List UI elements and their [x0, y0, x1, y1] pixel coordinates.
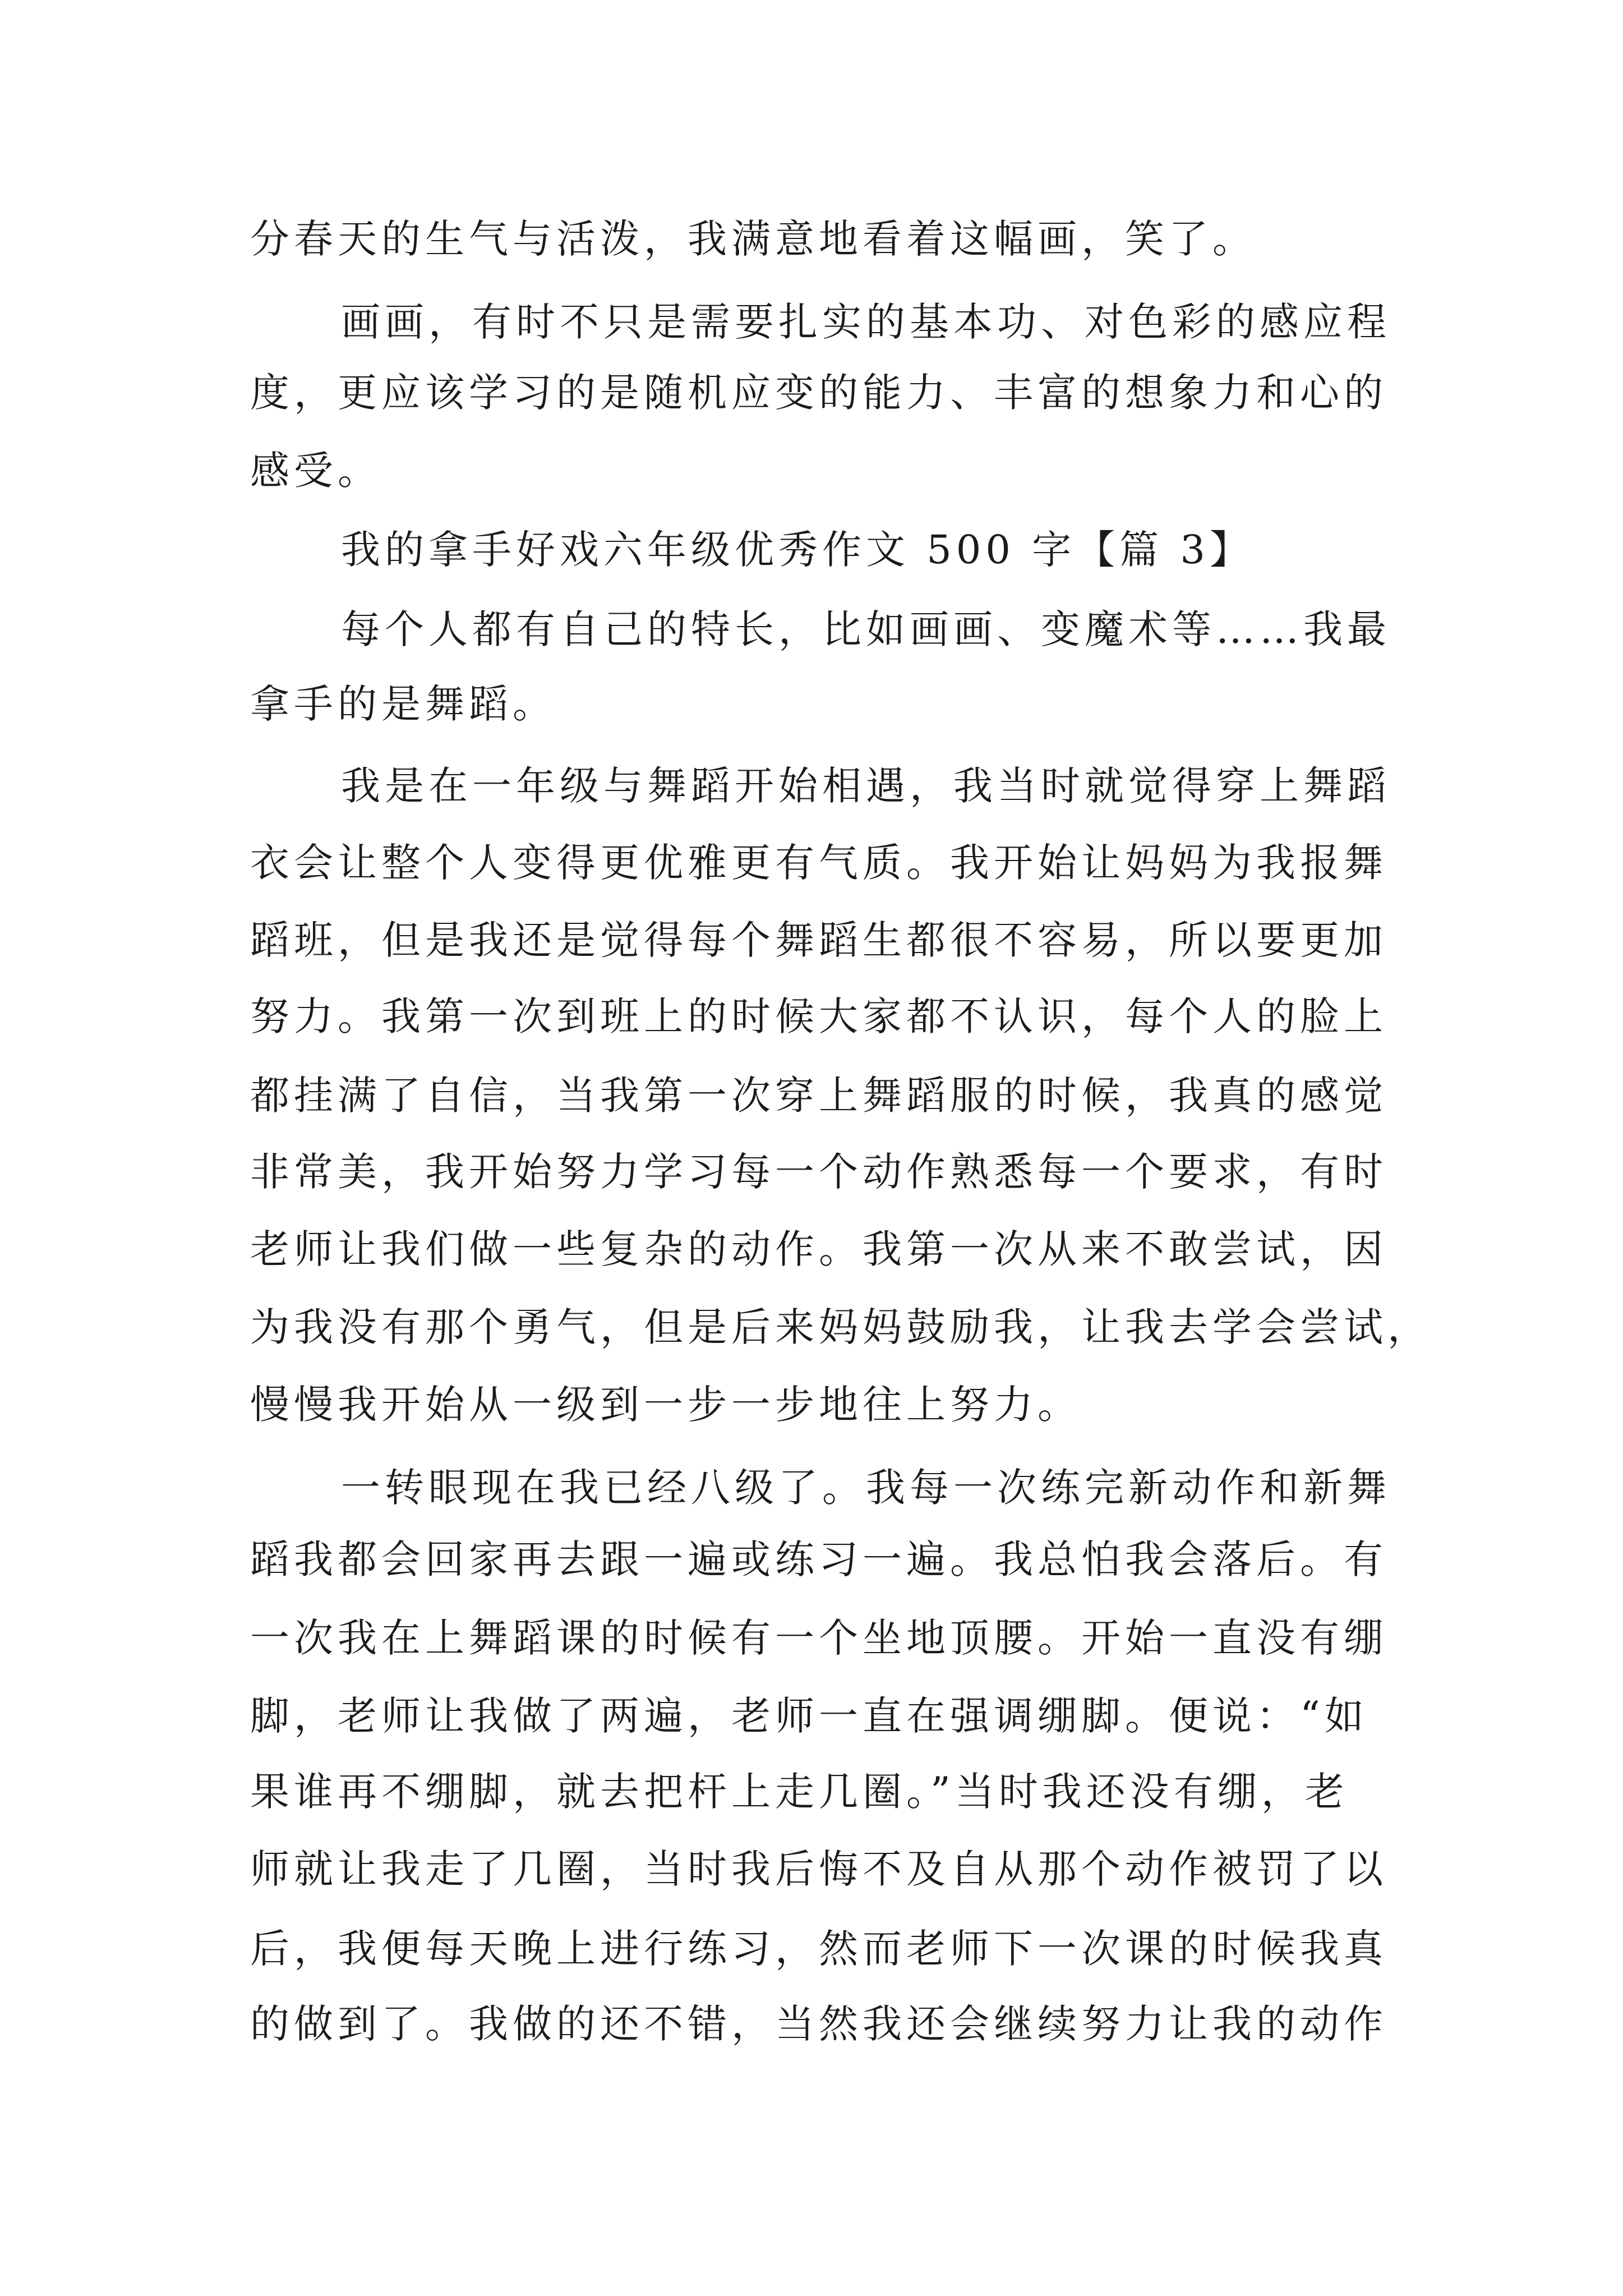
text-line: 的做到了。我做的还不错，当然我还会继续努力让我的动作	[250, 2001, 1387, 2047]
text-line: 一转眼现在我已经八级了。我每一次练完新动作和新舞	[341, 1465, 1391, 1511]
text-line: 后，我便每天晚上进行练习，然而老师下一次课的时候我真	[250, 1926, 1387, 1972]
text-line: 度，更应该学习的是随机应变的能力、丰富的想象力和心的	[250, 370, 1387, 416]
text-line: 蹈我都会回家再去跟一遍或练习一遍。我总怕我会落后。有	[250, 1536, 1387, 1582]
text-line: 都挂满了自信，当我第一次穿上舞蹈服的时候，我真的感觉	[250, 1073, 1387, 1119]
text-line: 慢慢我开始从一级到一步一步地往上努力。	[250, 1382, 1081, 1428]
text-line: 非常美，我开始努力学习每一个动作熟悉每一个要求，有时	[250, 1149, 1387, 1195]
document-page	[250, 0, 1431, 2296]
text-line: 每个人都有自己的特长，比如画画、变魔术等……我最	[341, 606, 1391, 652]
text-line: 一次我在上舞蹈课的时候有一个坐地顶腰。开始一直没有绷	[250, 1615, 1387, 1661]
text-line: 蹈班，但是我还是觉得每个舞蹈生都很不容易，所以要更加	[250, 917, 1387, 963]
text-line: 拿手的是舞蹈。	[250, 681, 556, 727]
text-line: 我是在一年级与舞蹈开始相遇，我当时就觉得穿上舞蹈	[341, 763, 1391, 809]
text-line: 为我没有那个勇气，但是后来妈妈鼓励我，让我去学会尝试，	[250, 1304, 1431, 1350]
text-line: 果谁再不绷脚，就去把杆上走几圈。”当时我还没有绷，老	[250, 1769, 1349, 1815]
text-line: 老师让我们做一些复杂的动作。我第一次从来不敢尝试，因	[250, 1226, 1387, 1272]
text-line: 努力。我第一次到班上的时候大家都不认识，每个人的脸上	[250, 993, 1387, 1039]
text-line: 师就让我走了几圈，当时我后悔不及自从那个动作被罚了以	[250, 1846, 1387, 1892]
text-line: 脚，老师让我做了两遍，老师一直在强调绷脚。便说：“如	[250, 1693, 1368, 1739]
section-heading: 我的拿手好戏六年级优秀作文 500 字【篇 3】	[341, 527, 1253, 573]
text-line: 分春天的生气与活泼，我满意地看着这幅画，笑了。	[250, 216, 1256, 262]
text-line: 衣会让整个人变得更优雅更有气质。我开始让妈妈为我报舞	[250, 840, 1387, 886]
text-line: 感受。	[250, 448, 381, 494]
text-line: 画画，有时不只是需要扎实的基本功、对色彩的感应程	[341, 299, 1391, 345]
